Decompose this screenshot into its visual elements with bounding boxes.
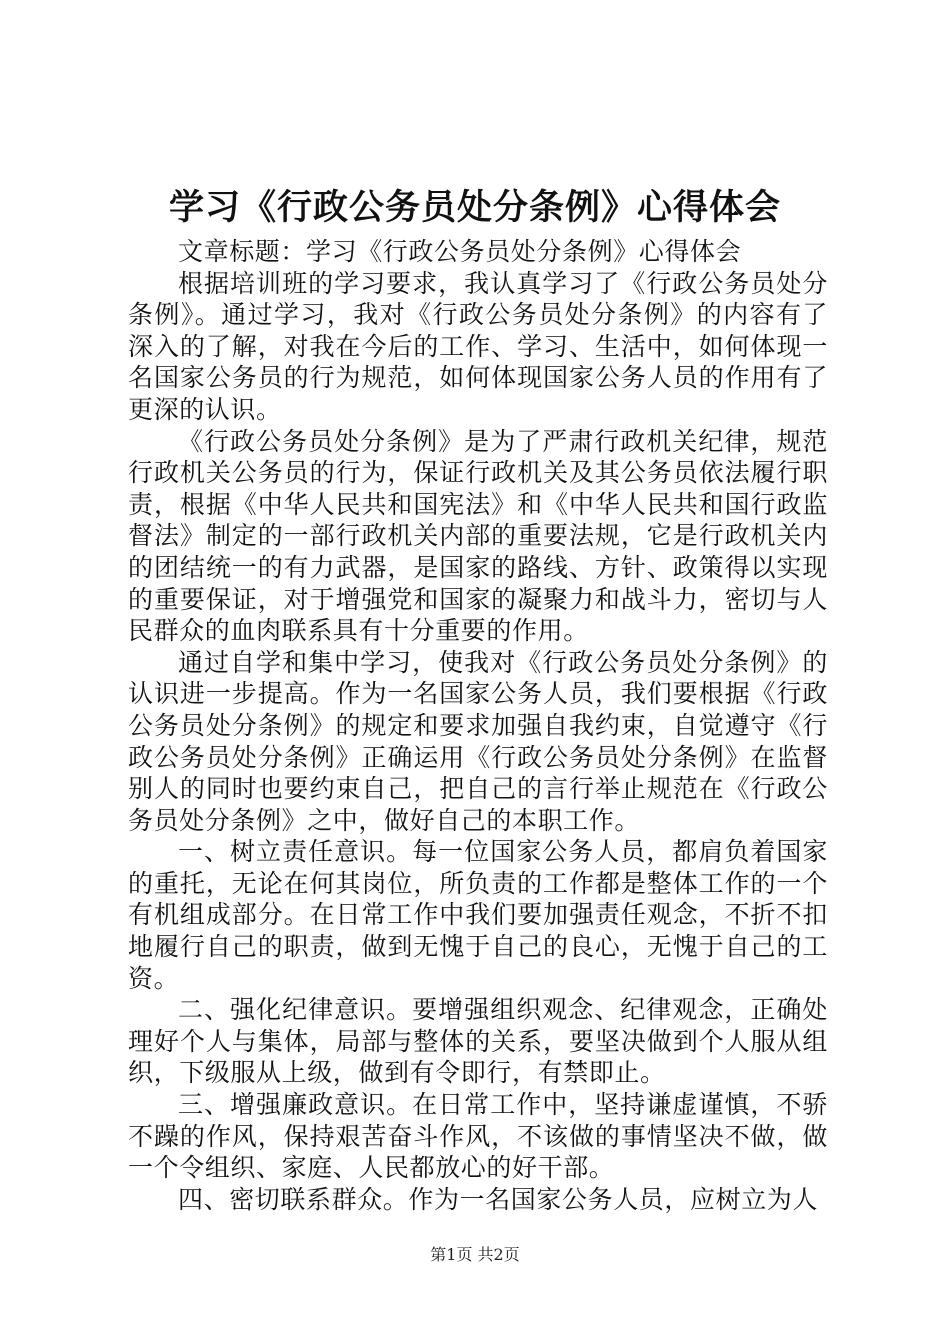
paragraph-intro: 根据培训班的学习要求，我认真学习了《行政公务员处分条例》。通过学习，我对《行政公务员处分条例》的内容有了深入的了解，对我在今后的工作、学习、生活中，如何体现一名国家公务员的行为规范，如何体现国家公务人员的作用有了更深的认识。	[128, 268, 828, 424]
page-number-footer: 第1页 共2页	[430, 1245, 520, 1264]
document-body	[128, 236, 828, 1215]
article-title-line: 文章标题：学习《行政公务员处分条例》心得体会	[178, 237, 742, 266]
paragraph-point-integrity: 三、增强廉政意识。在日常工作中，坚持谦虚谨慎，不骄不躁的作风，保持艰苦奋斗作风，不该做的事情坚决不做，做一个令组织、家庭、人民都放心的好干部。	[128, 1090, 828, 1183]
paragraph-regulation-purpose: 《行政公务员处分条例》是为了严肃行政机关纪律，规范行政机关公务员的行为，保证行政机关及其公务员依法履行职责，根据《中华人民共和国宪法》和《中华人民共和国行政监督法》制定的一部行政机关内部的重要法规，它是行政机关内的团结统一的有力武器，是国家的路线、方针、政策得以实现的重要保证，对于增强党和国家的凝聚力和战斗力，密切与人民群众的血肉联系具有十分重要的作用。	[128, 426, 828, 646]
paragraph-point-responsibility: 一、树立责任意识。每一位国家公务人员，都肩负着国家的重托，无论在何其岗位，所负责的工作都是整体工作的一个有机组成部分。在日常工作中我们要加强责任观念，不折不扣地履行自己的职责，做到无愧于自己的良心，无愧于自己的工资。	[128, 837, 828, 993]
paragraph-point-discipline: 二、强化纪律意识。要增强组织观念、纪律观念，正确处理好个人与集体，局部与整体的关系，要坚决做到个人服从组织，下级服从上级，做到有令即行，有禁即止。	[128, 995, 828, 1088]
document-title: 学习《行政公务员处分条例》心得体会	[168, 188, 781, 228]
paragraph-study-reflection: 通过自学和集中学习，使我对《行政公务员处分条例》的认识进一步提高。作为一名国家公务人员，我们要根据《行政公务员处分条例》的规定和要求加强自我约束，自觉遵守《行政公务员处分条例》正确运用《行政公务员处分条例》在监督别人的同时也要约束自己，把自己的言行举止规范在《行政公务员处分条例》之中，做好自己的本职工作。	[128, 647, 828, 835]
paragraph-point-masses: 四、密切联系群众。作为一名国家公务人员，应树立为人	[178, 1184, 819, 1214]
